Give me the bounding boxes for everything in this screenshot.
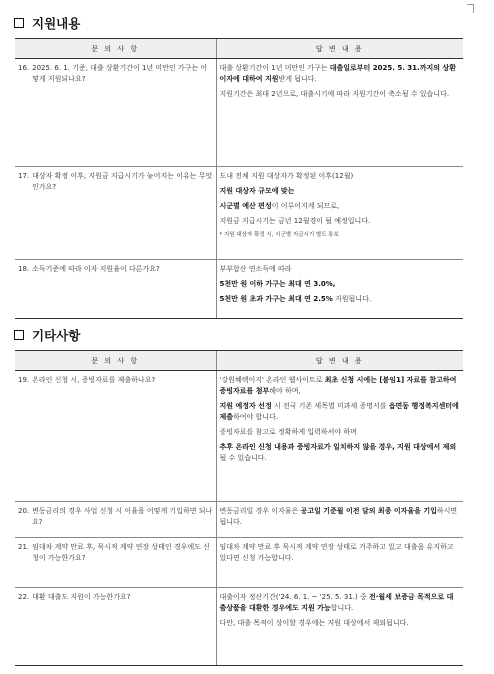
answer-text: 대출 상환기간이 1년 미만인 가구는: [219, 64, 330, 72]
answer-paragraph: [220, 201, 461, 212]
table-row: [15, 260, 463, 319]
answer-emphasis: 지원 대상자 규모에 맞는: [219, 187, 295, 195]
answer-paragraph: 다만, 대출 목적이 상이할 경우에는 지원 대상에서 제외됩니다.: [219, 619, 409, 627]
answer-emphasis: 5천만 원 이하 가구는 최대 연 3.0%,: [219, 280, 336, 288]
answer-paragraph: 부부합산 연소득에 따라: [219, 265, 292, 273]
question-text: 2025. 6. 1. 기준, 대출 상환기간이 1년 미만인 가구는 어떻게 지원되나요?: [32, 64, 208, 83]
answer-cell: [216, 538, 463, 588]
section-heading-support: [14, 14, 80, 32]
section-heading-other: [14, 326, 80, 344]
answer-cell: [216, 588, 463, 666]
answer-text: 하시면 됩니다.: [219, 507, 458, 526]
answer-paragraph: [220, 592, 461, 614]
question-cell: [15, 502, 216, 538]
answer-text: 시 전국 기존 세목별 미과세 증명서를: [271, 402, 389, 410]
question-cell: [15, 59, 216, 167]
table-header-row: [15, 39, 463, 59]
answer-text: 하여야 합니다.: [233, 413, 279, 421]
question-text: 대상자 확정 이후, 지원금 지급시기가 늦어지는 이유는 무엇인가요?: [32, 172, 213, 191]
section-title: 지원내용: [32, 16, 81, 31]
answer-text: 변동금리일 경우 이자율은: [219, 507, 301, 515]
table-header-row: [15, 351, 463, 371]
square-bullet-icon: [14, 330, 24, 340]
question-text: 온라인 신청 시, 증빙자료를 제출하나요?: [32, 376, 156, 384]
answer-paragraph: [220, 506, 461, 528]
answer-paragraph: 증빙자료를 참고로 정확하게 입력하셔야 하며: [219, 428, 357, 436]
answer-emphasis: 최초 신청 시에는 [붙임1] 자료를 참고하여 증빙자료를 첨부: [219, 376, 457, 395]
answer-text: 대출이자 정산기간('24. 6. 1. ~ '25. 5. 31.) 중: [219, 593, 369, 601]
answer-emphasis: 지원 예정자 선정: [219, 402, 272, 410]
answer-footnote: * 지원 대상자 확정 시, 시군별 지급시기 별도 통보: [219, 232, 339, 238]
square-bullet-icon: [14, 18, 24, 28]
section-title: 기타사항: [32, 328, 81, 343]
answer-text: 이 이루어지게 되므로,: [271, 202, 340, 210]
answer-paragraph: [220, 375, 461, 397]
question-number: 20.: [18, 507, 30, 515]
answer-text: 지원됩니다.: [332, 295, 372, 303]
question-cell: [15, 260, 216, 319]
answer-text: 해야 하며,: [269, 387, 301, 395]
question-text: 변동금리의 경우 사업 신청 시 이율을 어떻게 기입하면 되나요?: [32, 507, 213, 526]
answer-paragraph: [220, 294, 461, 305]
question-number: 21.: [18, 543, 30, 551]
faq-table-support: [15, 38, 463, 319]
question-cell: [15, 371, 216, 502]
answer-paragraph: [220, 279, 461, 290]
table-row: [15, 59, 463, 167]
table-row: [15, 588, 463, 666]
table-row: [15, 538, 463, 588]
answer-emphasis: 추후 온라인 신청 내용과 증빙자료가 일치하지 않을 경우, 지원 대상에서 제외: [219, 443, 457, 451]
answer-cell: [216, 260, 463, 319]
answer-paragraph: [220, 401, 461, 423]
answer-cell: [216, 502, 463, 538]
answer-text: 받게 됩니다.: [278, 75, 317, 83]
faq-table-other: [15, 350, 463, 666]
column-header-answer: 답 변 내 용: [216, 39, 463, 59]
question-cell: [15, 167, 216, 260]
question-text: 임대차 계약 만료 후, 묵시적 계약 연장 상태인 경우에도 신청이 가능한가요?: [32, 543, 210, 562]
question-cell: [15, 588, 216, 666]
answer-paragraph: [220, 186, 461, 197]
answer-cell: [216, 371, 463, 502]
answer-emphasis: 전·월세 보증금 목적으로 대출상품을 대환한 경우에도 지원 가능: [219, 593, 454, 612]
question-text: 소득기준에 따라 이자 지원율이 다른가요?: [32, 265, 160, 273]
question-number: 18.: [18, 265, 30, 273]
answer-text: 될 수 있습니다.: [219, 454, 267, 462]
answer-cell: [216, 167, 463, 260]
answer-cell: [216, 59, 463, 167]
answer-emphasis: 5천만 원 초과 가구는 최대 연 2.5%: [219, 295, 333, 303]
answer-emphasis: 공고일 기준월 이전 달의 최종 이자율을 기입: [300, 507, 437, 515]
table-row: [15, 502, 463, 538]
question-number: 16.: [18, 64, 30, 72]
answer-emphasis: 읍면동 행정복지센터에 제출: [219, 402, 459, 421]
page-corner-mark: [467, 4, 474, 13]
answer-paragraph: [220, 63, 461, 85]
column-header-answer: 답 변 내 용: [216, 351, 463, 371]
table-row: [15, 167, 463, 260]
answer-text: '강원혜택이지' 온라인 웹사이트로: [219, 376, 325, 384]
answer-paragraph: 지원금 지급시기는 금년 12월경이 될 예정입니다.: [219, 217, 371, 225]
question-cell: [15, 538, 216, 588]
answer-emphasis: 대출일로부터 2025. 5. 31.까지의 상환이자에 대하여 지원: [219, 64, 456, 83]
answer-paragraph: [220, 442, 461, 464]
answer-emphasis: 시군별 예산 편성: [219, 202, 272, 210]
answer-text: 합니다.: [330, 604, 354, 612]
table-row: [15, 371, 463, 502]
question-number: 17.: [18, 172, 30, 180]
question-number: 22.: [18, 593, 30, 601]
question-text: 대환 대출도 지원이 가능한가요?: [32, 593, 131, 601]
column-header-question: 문 의 사 항: [15, 351, 216, 371]
column-header-question: 문 의 사 항: [15, 39, 216, 59]
answer-paragraph: 임대차 계약 만료 후 묵시적 계약 연장 상태로 거주하고 있고 대출을 유지하고 있다면 신청 가능합니다.: [219, 543, 454, 562]
answer-paragraph: 도내 전체 지원 대상자가 확정된 이후(12월): [219, 172, 354, 180]
question-number: 19.: [18, 376, 30, 384]
answer-paragraph: 지원기간은 최대 2년으로, 대출시기에 따라 지원기간이 축소될 수 있습니다.: [219, 90, 450, 98]
